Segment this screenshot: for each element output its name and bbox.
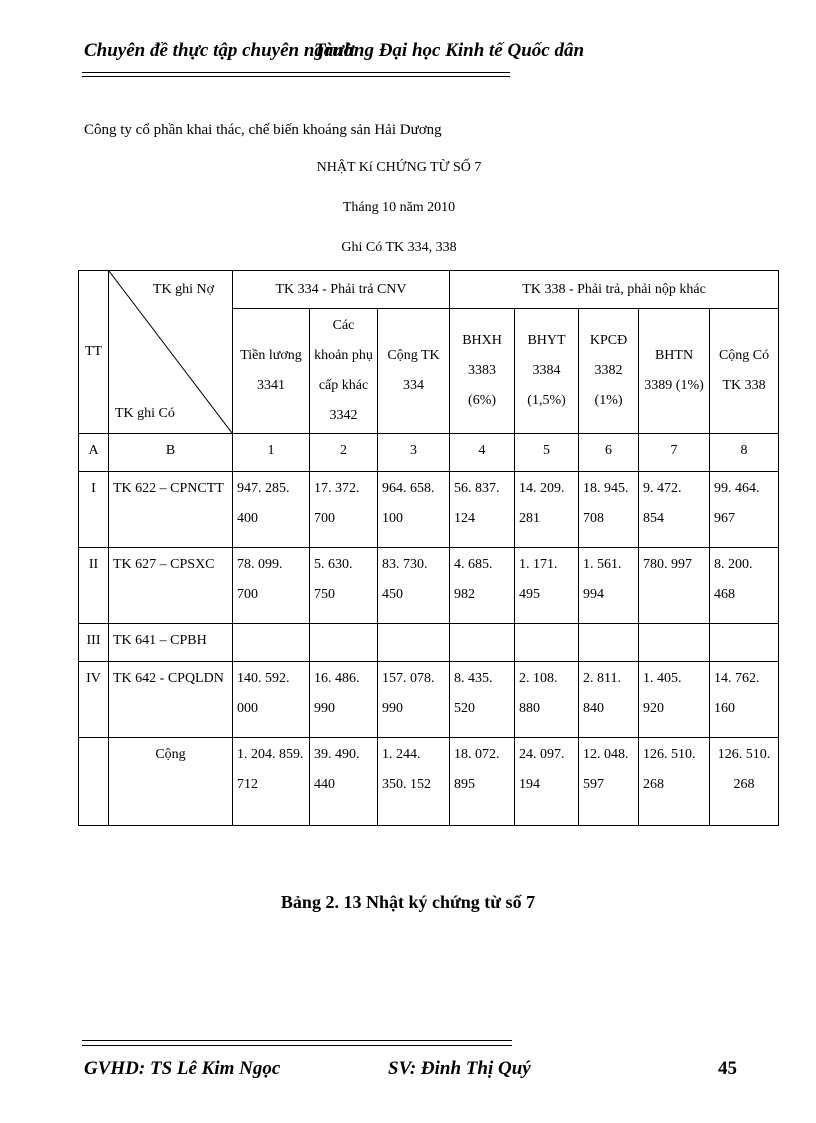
row-value: 780. 997 [639,548,710,624]
row-value [450,624,515,662]
index-cell: 2 [310,434,378,472]
row-value: 947. 285. 400 [233,472,310,548]
row-value: 4. 685. 982 [450,548,515,624]
col-header: KPCĐ 3382 (1%) [579,309,639,434]
total-value: 18. 072. 895 [450,738,515,826]
document-title: NHẬT Kí CHỨNG TỪ SỐ 7 [316,160,482,175]
total-row [79,738,779,826]
header-rule [82,72,510,73]
row-value: 157. 078. 990 [378,662,450,738]
row-tt: IV [79,662,109,738]
footer-rule [82,1045,512,1046]
col-header: Cộng Có TK 338 [710,309,779,434]
document-period: Tháng 10 năm 2010 [342,200,456,215]
total-tt [79,738,109,826]
index-row [79,434,779,472]
index-cell: 4 [450,434,515,472]
total-value: 126. 510. 268 [710,738,779,826]
total-value: 1. 204. 859. 712 [233,738,310,826]
index-cell: 3 [378,434,450,472]
row-value: 9. 472. 854 [639,472,710,548]
total-value: 24. 097. 194 [515,738,579,826]
row-value [579,624,639,662]
footer-advisor: GVHD: TS Lê Kim Ngọc [84,1058,281,1079]
row-value: 140. 592. 000 [233,662,310,738]
row-value: 16. 486. 990 [310,662,378,738]
row-value: 78. 099. 700 [233,548,310,624]
header-debit: TK ghi Nợ [152,282,214,297]
index-cell: 5 [515,434,579,472]
header-group-334: TK 334 - Phải trả CNV [233,271,450,309]
table-row [79,662,779,738]
col-header: BHXH 3383 (6%) [450,309,515,434]
total-value: 39. 490. 440 [310,738,378,826]
row-value: 8. 200. 468 [710,548,779,624]
row-value: 1. 405. 920 [639,662,710,738]
total-value: 1. 244. 350. 152 [378,738,450,826]
page-number: 45 [718,1058,737,1079]
row-value: 14. 762. 160 [710,662,779,738]
row-account: TK 642 - CPQLDN [109,662,233,738]
row-value [515,624,579,662]
row-tt: I [79,472,109,548]
row-value [233,624,310,662]
row-value: 83. 730. 450 [378,548,450,624]
footer-student: SV: Đinh Thị Quý [388,1058,531,1079]
index-cell: 7 [639,434,710,472]
company-name: Công ty cổ phần khai thác, chế biến khoáng sản Hải Dương [84,122,442,138]
table-caption: Bảng 2. 13 Nhật ký chứng từ số 7 [280,892,536,912]
row-account: TK 622 – CPNCTT [109,472,233,548]
col-header: BHYT 3384 (1,5%) [515,309,579,434]
total-value: 126. 510. 268 [639,738,710,826]
row-value [710,624,779,662]
header-diagonal [109,271,233,434]
index-cell: B [109,434,233,472]
col-header: Các khoản phụ cấp khác 3342 [310,309,378,434]
row-value: 1. 561. 994 [579,548,639,624]
total-label: Cộng [109,738,233,826]
header-credit: TK ghi Có [115,406,175,421]
table-row [79,548,779,624]
header-group-338: TK 338 - Phải trả, phải nộp khác [450,271,779,309]
journal-table [78,270,779,826]
row-tt: II [79,548,109,624]
header-left: Chuyên đề thực tập chuyên ngành [84,40,355,61]
row-value: 56. 837. 124 [450,472,515,548]
row-value [378,624,450,662]
header-tt: TT [79,271,109,434]
header-rule [82,76,510,77]
row-tt: III [79,624,109,662]
row-value [639,624,710,662]
row-value: 14. 209. 281 [515,472,579,548]
table-row [79,472,779,548]
row-value: 8. 435. 520 [450,662,515,738]
col-header: Cộng TK 334 [378,309,450,434]
row-account: TK 627 – CPSXC [109,548,233,624]
row-value: 2. 108. 880 [515,662,579,738]
total-value: 12. 048. 597 [579,738,639,826]
row-value: 99. 464. 967 [710,472,779,548]
row-value: 1. 171. 495 [515,548,579,624]
header-right: Trường Đại học Kinh tế Quốc dân [314,40,585,61]
table-row [79,624,779,662]
document-subtitle: Ghi Có TK 334, 338 [341,240,457,255]
col-header: Tiền lương 3341 [233,309,310,434]
footer-rule [82,1040,512,1041]
index-cell: 6 [579,434,639,472]
row-value [310,624,378,662]
row-value: 2. 811. 840 [579,662,639,738]
col-header: BHTN 3389 (1%) [639,309,710,434]
row-value: 18. 945. 708 [579,472,639,548]
row-value: 17. 372. 700 [310,472,378,548]
row-account: TK 641 – CPBH [109,624,233,662]
index-cell: A [79,434,109,472]
row-value: 964. 658. 100 [378,472,450,548]
index-cell: 8 [710,434,779,472]
index-cell: 1 [233,434,310,472]
row-value: 5. 630. 750 [310,548,378,624]
